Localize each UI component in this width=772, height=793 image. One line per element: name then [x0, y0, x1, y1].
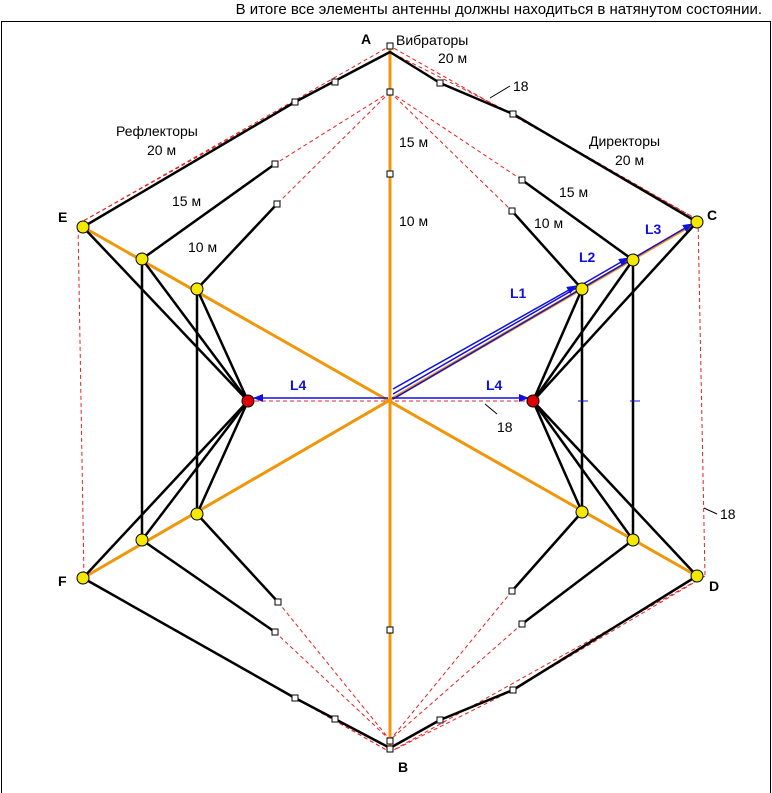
band-15-left: 15 м	[172, 193, 202, 209]
node-C	[691, 216, 703, 228]
reflectors-sub: 20 м	[147, 142, 177, 158]
band-15-right: 15 м	[559, 184, 589, 200]
caption-text: В итоге все элементы антенны должны находиться в натянутом состоянии.	[235, 1, 762, 18]
insulator	[509, 208, 515, 214]
reflector-10-left	[197, 204, 278, 602]
leader-18-right	[704, 508, 717, 514]
director-feed-right-lower	[533, 401, 697, 576]
node-E	[77, 221, 89, 233]
band-15-center: 15 м	[399, 134, 429, 150]
vertex-label-F: F	[58, 573, 67, 589]
insulator	[519, 621, 525, 627]
node-ref10-top	[191, 283, 203, 295]
distance-18-center: 18	[497, 419, 513, 435]
insulator	[292, 99, 298, 105]
node-ref15-bottom	[136, 534, 148, 546]
label-L1: L1	[510, 285, 527, 301]
insulator	[275, 599, 281, 605]
leader-18-top	[490, 86, 510, 98]
insulator	[510, 111, 516, 117]
label-L2: L2	[579, 249, 596, 265]
insulator	[509, 588, 515, 594]
insulator	[387, 89, 393, 95]
vibrators-sub: 20 м	[438, 50, 468, 66]
band-10-center: 10 м	[399, 213, 429, 229]
insulator	[510, 687, 516, 693]
director-feed-right-upper	[533, 222, 697, 401]
node-dir15-bottom	[627, 534, 639, 546]
vertex-label-D: D	[709, 578, 720, 594]
vertex-label-A: A	[361, 31, 372, 47]
distance-18-right: 18	[720, 506, 736, 522]
insulator	[437, 80, 443, 86]
vertex-label-E: E	[58, 209, 68, 225]
insulator	[272, 161, 278, 167]
directors-sub: 20 м	[615, 152, 645, 168]
insulator	[387, 171, 393, 177]
right-inner-guy-10	[390, 92, 512, 211]
right-inner-guy-lower-15	[390, 624, 522, 740]
insulator	[387, 627, 393, 633]
arrow-L1	[393, 286, 576, 389]
directors-title: Директоры	[589, 133, 661, 149]
node-ref10-bottom	[191, 508, 203, 520]
band-10-left: 10 м	[188, 239, 218, 255]
reflector-feed-left-10	[197, 289, 248, 514]
reflectors-title: Рефлекторы	[116, 123, 198, 139]
label-L3: L3	[645, 221, 662, 237]
vertex-label-C: C	[707, 207, 718, 223]
label-L4-right: L4	[486, 377, 503, 393]
leader-18-center	[485, 404, 497, 414]
node-dir15-top	[627, 254, 639, 266]
node-dir10-bottom	[576, 506, 588, 518]
node-dir10-top	[576, 283, 588, 295]
insulator	[272, 629, 278, 635]
distance-18-top: 18	[513, 78, 529, 94]
vertex-label-B: B	[398, 759, 409, 775]
node-D	[691, 570, 703, 582]
insulator	[387, 746, 393, 752]
left-inner-guy-10	[277, 92, 390, 204]
label-L4-left: L4	[290, 377, 307, 393]
feed-director	[527, 395, 539, 407]
insulator	[387, 43, 393, 49]
reflector-feed-left-lower	[83, 401, 248, 578]
insulator	[519, 177, 525, 183]
insulator	[387, 738, 393, 744]
insulator	[332, 79, 338, 85]
left-inner-guy-lower-15	[275, 632, 390, 740]
node-ref15-top	[136, 253, 148, 265]
node-F	[77, 572, 89, 584]
insulator	[332, 716, 338, 722]
insulator	[437, 717, 443, 723]
arrows	[254, 224, 692, 399]
vibrators-title: Вибраторы	[396, 32, 469, 48]
arrow-L3	[393, 224, 692, 399]
director-feed-right-10	[533, 289, 582, 512]
insulator	[292, 695, 298, 701]
feed-reflector	[242, 395, 254, 407]
insulator	[274, 201, 280, 207]
arrow-L2	[393, 258, 628, 394]
band-10-right: 10 м	[534, 215, 564, 231]
reflector-feed-left-upper	[83, 227, 248, 401]
